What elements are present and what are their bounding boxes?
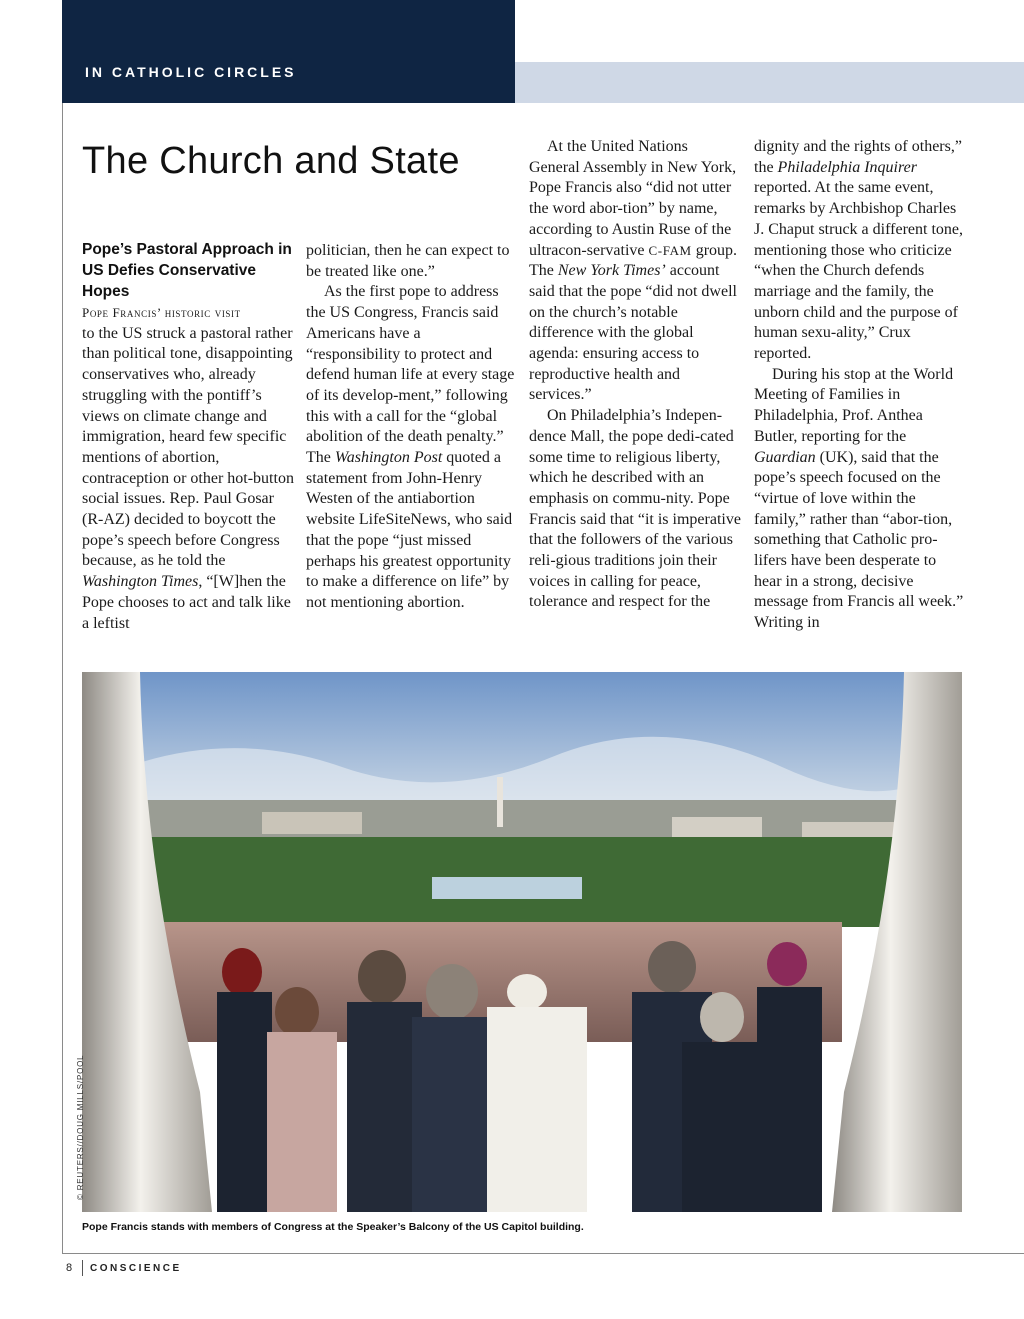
paragraph [82, 303, 294, 634]
text-run: dignity and the rights of others,” the [754, 138, 962, 176]
text-run: During his stop at the World Meeting of Families in Philadelphia, Prof. Anthea Butler, reporting for the [754, 365, 954, 445]
paragraph: politician, then he can expect to be treated like one.” [306, 242, 510, 280]
text-run: account said that the pope “did not dwell on the church’s notable difference with the global agenda: ensuring access to reproductive health and services.” [529, 262, 737, 404]
washington-monument [497, 777, 503, 827]
photo-credit: © REUTERS//DOUG MILLS/POOL [76, 1054, 85, 1200]
text-run: At the United Nations General Assembly in New York, Pope Francis also “did not utter the word abor-tion” by name, according to Austin Ruse of the ultracon-servative [529, 138, 737, 259]
paragraph [754, 365, 966, 634]
text-run: quoted a statement from John-Henry Westen of the antiabortion website LifeSiteNews, who said that the pope “just missed perhaps his greatest opportunity to make a difference on life” by not mentioning abortion. [306, 449, 513, 611]
footer-divider [82, 1260, 83, 1276]
photo-caption: Pope Francis stands with members of Congress at the Speaker’s Balcony of the US Capitol building. [82, 1221, 584, 1233]
publication-name: Guardian [754, 448, 816, 466]
text-column-4 [754, 137, 966, 634]
section-label: IN CATHOLIC CIRCLES [85, 64, 297, 80]
publication-name: Washington Post [334, 449, 443, 467]
frame-rule-bottom [62, 1253, 1024, 1254]
text-run: reported. At the same event, remarks by Archbishop Charles J. Chaput struck a different tone, mentioning those who criticize “when the Church defends marriage and the family, the unborn child and the purpose of human sexu-ality,” Crux reported. [754, 179, 963, 363]
text-column-1 [82, 303, 294, 634]
frame-rule-left [62, 103, 63, 1253]
header-strip [515, 62, 1024, 103]
distant-buildings [672, 817, 762, 837]
text-run: group. The [529, 241, 738, 280]
text-column-3 [529, 137, 741, 613]
publication-name: New York Times’ [557, 262, 666, 280]
organization-name: C-FAM [648, 242, 692, 258]
text-run: to the US struck a pastoral rather than political tone, disappointing conservatives who, already struggling with the pontiff’s views on climate change and immigration, heard few specific mentions of abortion, contraception or other hot-button social issues. Rep. Paul Gosar (R-AZ) decided to boycott the pope’s speech before Congress because, as he told the [82, 324, 294, 570]
header-band [62, 0, 515, 103]
distant-buildings [262, 812, 362, 834]
article-subhead: Pope’s Pastoral Approach in US Defies Conservative Hopes [82, 241, 292, 300]
publication-name: Philadelphia Inquirer [777, 158, 917, 176]
article-photo [82, 672, 962, 1212]
text-run: , “[W]hen the Pope chooses to act and talk like a leftist [82, 573, 291, 632]
article-title: The Church and State [82, 140, 460, 182]
reflecting-pool [432, 877, 582, 899]
paragraph [306, 282, 516, 613]
publication-name: Washington Times [82, 573, 199, 591]
paragraph [529, 137, 741, 406]
paragraph [754, 137, 966, 365]
text-run: (UK), said that the pope’s speech focused on the “virtue of love within the family,” rather than “abor-tion, something that Catholic pro-lifers have been desperate to hear in a strong, decisive message from Francis all week.” Writing in [754, 448, 964, 632]
page-number: 8 [66, 1262, 73, 1274]
magazine-name: CONSCIENCE [90, 1263, 182, 1274]
lead-in-smallcaps: Pope Francis’ historic visit [82, 305, 241, 320]
text-column-2 [306, 241, 516, 614]
paragraph: On Philadelphia’s Indepen-dence Mall, the pope dedi-cated some time to religious liberty, which he described with an emphasis on commu-nity. Pope Francis said that “it is imperative that the followers of the various reli-gious traditions join their voices in calling for peace, tolerance and respect for the [529, 407, 741, 611]
text-run: As the first pope to address the US Congress, Francis said Americans have a “responsibility to protect and defend human life at every stage of its develop-ment,” following this with a call for the “global abolition of the death penalty.” The [306, 283, 515, 467]
